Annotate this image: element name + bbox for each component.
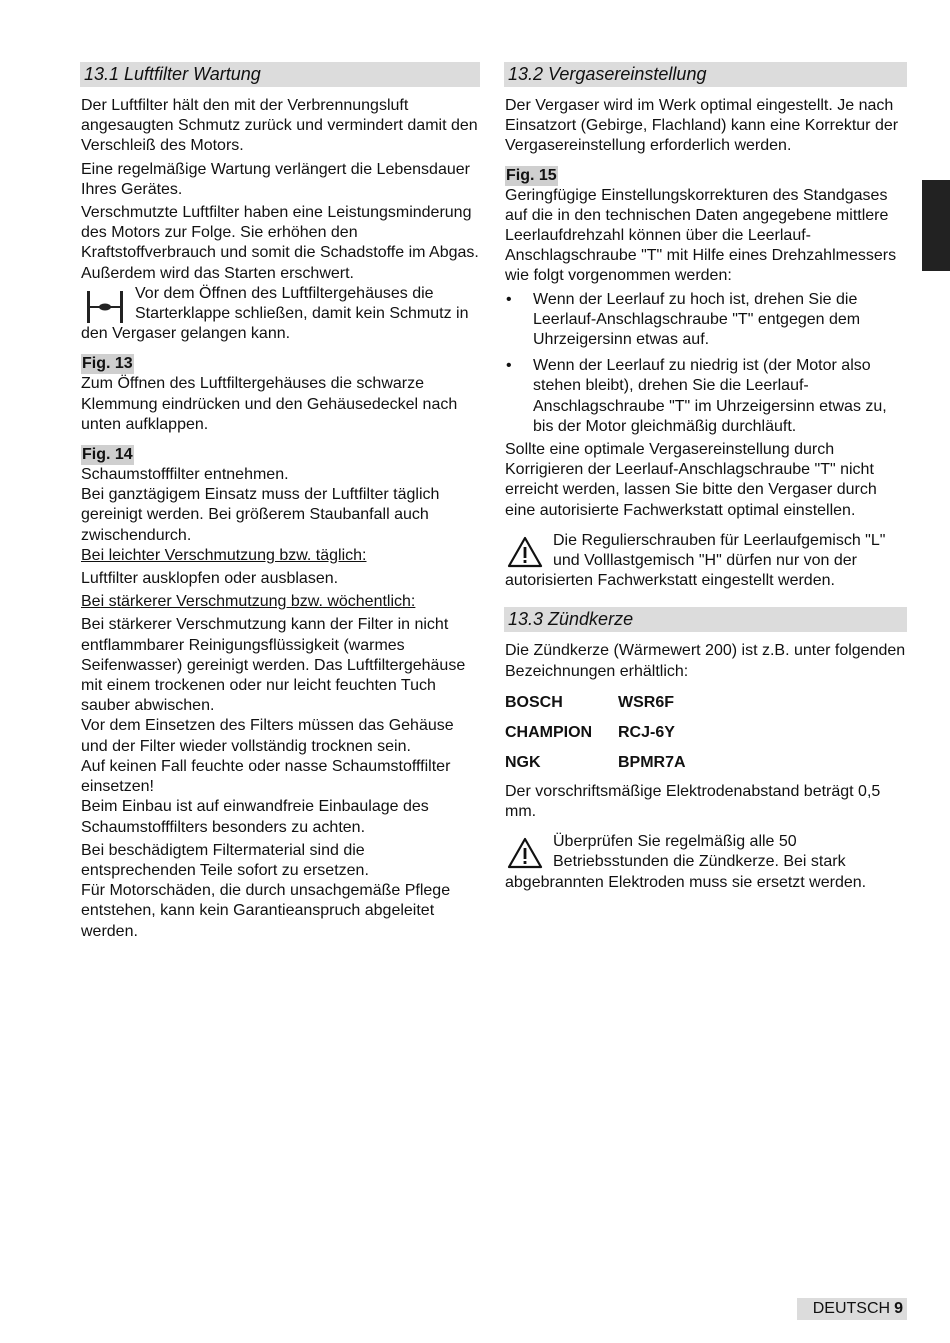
fig-13-label: Fig. 13: [82, 355, 133, 373]
left-column: [80, 62, 480, 945]
paragraph: Verschmutzte Luftfilter haben eine Leistungsminderung des Motors zur Folge. Sie erhöhen den Kraftstoffverbrauch und somit die Schadstoffe im Abgas. Außerdem wird das Starten erschwert.: [81, 204, 479, 282]
plug-code: WSR6F: [618, 693, 674, 711]
plug-brand: CHAMPION: [505, 723, 593, 741]
paragraph: Die Zündkerze (Wärmewert 200) ist z.B. unter folgenden Bezeichnungen erhältlich:: [505, 642, 906, 680]
section-heading-13-2: 13.2 Vergasereinstellung: [504, 62, 907, 87]
footer-language: DEUTSCH: [812, 1300, 891, 1317]
subheading-light-soiling: Bei leichter Verschmutzung bzw. täglich:: [81, 546, 367, 564]
paragraph: Für Motorschäden, die durch unsachgemäße Pflege entstehen, kann kein Garantieanspruch abgeleitet werden.: [81, 882, 451, 940]
adjustment-list: [504, 290, 907, 437]
list-item: [504, 356, 907, 437]
bullet-symbol: •: [506, 290, 512, 308]
paragraph: Bei beschädigtem Filtermaterial sind die entsprechenden Teile sofort zu ersetzen.: [81, 841, 369, 879]
list-item-text: Wenn der Leerlauf zu niedrig ist (der Motor also stehen bleibt), drehen Sie die Leerlauf-Anschlagschraube "T" im Uhrzeigersinn etwas zu, bis der Motor gleichmäßig durchläuft.: [533, 357, 887, 435]
paragraph: Bei ganztägigem Einsatz muss der Luftfilter täglich gereinigt werden. Bei größerem Staubanfall auch zwischendurch.: [81, 486, 440, 544]
paragraph: Luftfilter ausklopfen oder ausblasen.: [81, 570, 339, 588]
chapter-tab-marker: [922, 180, 950, 271]
warning-triangle-icon: [507, 536, 543, 568]
table-row: [505, 688, 686, 718]
warning-note: [505, 832, 907, 893]
bullet-symbol: •: [506, 357, 512, 375]
fig-15-label: Fig. 15: [506, 166, 557, 184]
plug-brand: BOSCH: [505, 693, 563, 711]
paragraph: Auf keinen Fall feuchte oder nasse Schaumstofffilter einsetzen!: [81, 757, 451, 796]
choke-note: [81, 284, 480, 345]
plug-code: BPMR7A: [618, 753, 686, 771]
warning-text: Überprüfen Sie regelmäßig alle 50 Betriebsstunden die Zündkerze. Bei stark abgebrannten Elektroden muss sie ersetzt werden.: [505, 833, 867, 891]
table-row: [505, 718, 686, 748]
paragraph: Zum Öffnen des Luftfiltergehäuses die schwarze Klemmung eindrücken und den Gehäusedeckel nach unten aufklappen.: [81, 375, 458, 433]
paragraph: Der Luftfilter hält den mit der Verbrennungsluft angesaugten Schmutz zurück und vermindert damit den Verschleiß des Motors.: [81, 97, 478, 155]
warning-text: Die Regulierschrauben für Leerlaufgemisch "L" und Volllastgemisch "H" dürfen nur von der autorisierten Fachwerkstatt eingestellt werden.: [505, 531, 886, 590]
paragraph: Sollte eine optimale Vergasereinstellung durch Korrigieren der Leerlauf-Anschlagschraube "T" nicht erreicht werden, lassen Sie bitte den Vergaser durch eine autorisierte Fachwerkstatt optimal einstellen.: [505, 441, 877, 519]
paragraph: Geringfügige Einstellungskorrekturen des Standgases auf die in den technischen Daten angegebene mittlere Leerlaufdrehzahl können über die Leerlauf-Anschlagschraube "T" mit Hilfe eines Drehzahlmessers wie folgt vorgenommen werden:: [505, 186, 897, 285]
choke-note-text: Vor dem Öffnen des Luftfiltergehäuses die Starterklappe schließen, damit kein Schmutz in den Vergaser gelangen kann.: [81, 284, 469, 343]
paragraph: Vor dem Einsetzen des Filters müssen das Gehäuse und der Filter wieder vollständig trocknen sein.: [81, 717, 454, 755]
plug-brand: NGK: [505, 753, 541, 771]
section-heading-13-1: 13.1 Luftfilter Wartung: [80, 62, 480, 87]
subheading-heavy-soiling: Bei stärkerer Verschmutzung bzw. wöchentlich:: [81, 593, 416, 611]
list-item: [504, 290, 907, 351]
paragraph: Eine regelmäßige Wartung verlängert die Lebensdauer Ihres Gerätes.: [81, 160, 470, 198]
paragraph: Bei stärkerer Verschmutzung kann der Filter in nicht entflammbarer Reinigungsflüssigkeit (warmes Seifenwasser) gereinigt werden. Das Luftfiltergehäuse mit einem trockenen oder nur leicht feuchten Tuch sauber abwischen.: [81, 616, 466, 715]
choke-closed-icon: [85, 290, 125, 324]
paragraph: Der vorschriftsmäßige Elektrodenabstand beträgt 0,5 mm.: [505, 782, 881, 821]
paragraph: Schaumstofffilter entnehmen.: [81, 466, 289, 484]
paragraph: Der Vergaser wird im Werk optimal eingestellt. Je nach Einsatzort (Gebirge, Flachland) kann eine Korrektur der Vergasereinstellung erforderlich werden.: [505, 97, 899, 155]
spark-plug-table: [505, 688, 686, 778]
table-row: [505, 748, 686, 778]
section-heading-13-3: 13.3 Zündkerze: [504, 607, 907, 632]
warning-triangle-icon: [507, 837, 543, 869]
fig-14-label: Fig. 14: [82, 446, 133, 464]
warning-note: [505, 531, 907, 592]
page-footer: [797, 1298, 907, 1320]
paragraph: Beim Einbau ist auf einwandfreie Einbaulage des Schaumstofffilters besonders zu achten.: [81, 798, 429, 836]
list-item-text: Wenn der Leerlauf zu hoch ist, drehen Sie die Leerlauf-Anschlagschraube "T" entgegen dem Uhrzeigersinn etwas auf.: [533, 290, 861, 349]
plug-code: RCJ-6Y: [618, 723, 675, 741]
page-number: 9: [894, 1300, 903, 1317]
right-column: [504, 62, 907, 896]
